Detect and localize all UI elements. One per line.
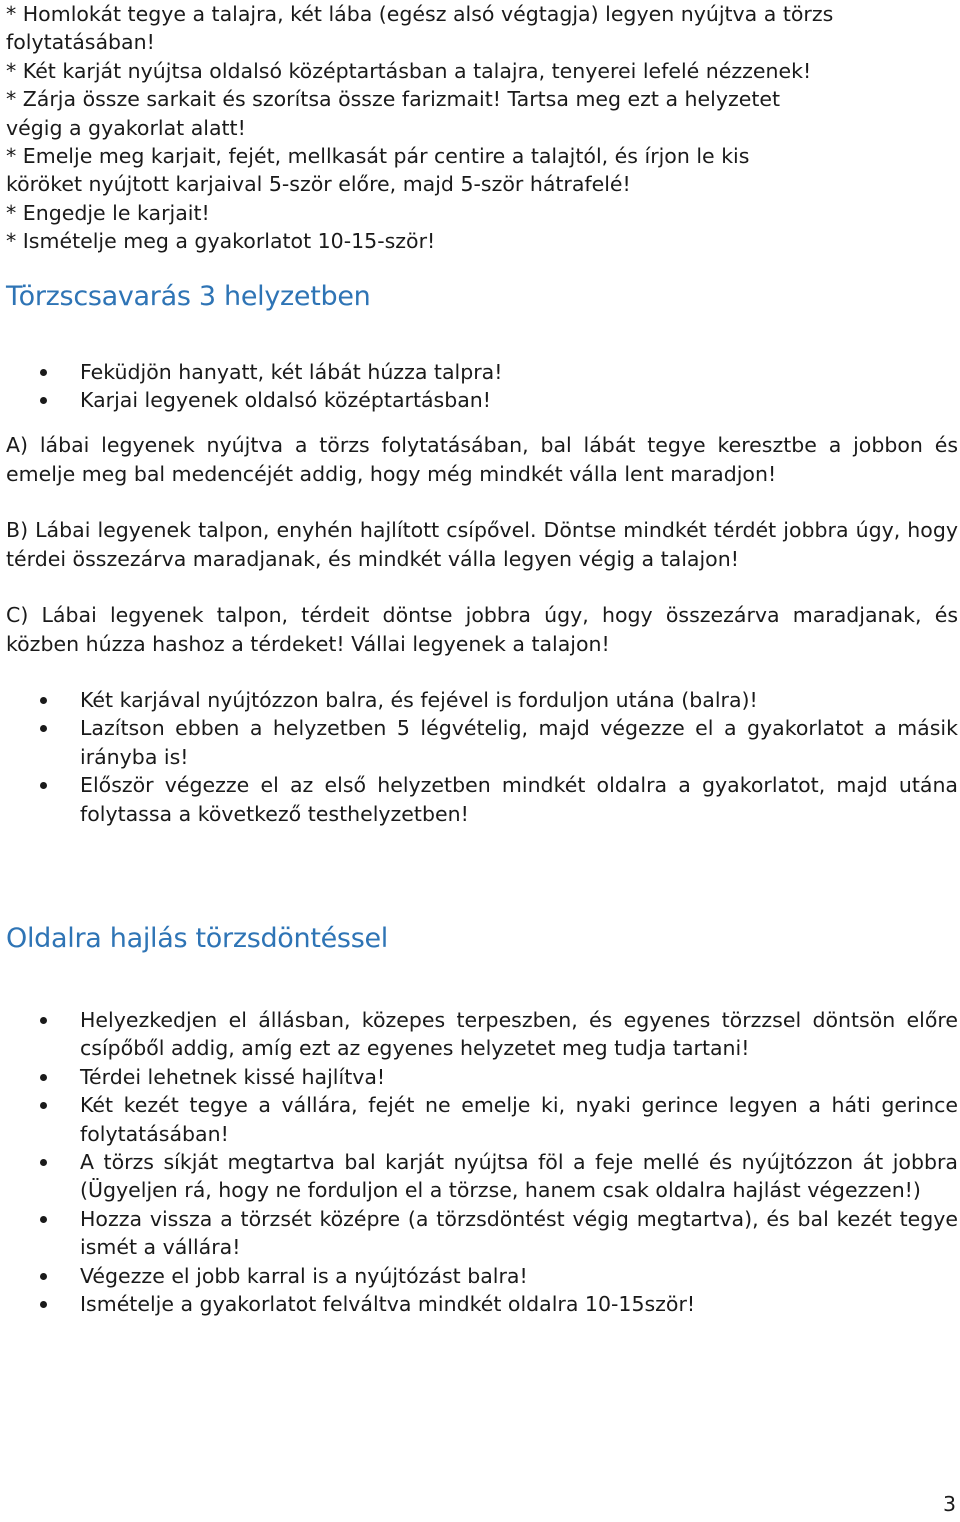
intro-line: * Emelje meg karjait, fejét, mellkasát pár centire a talajtól, és írjon le kis (6, 144, 750, 169)
bullet-icon (40, 1301, 47, 1308)
bullet-list (6, 358, 958, 415)
list-item: Lazítson ebben a helyzetben 5 légvételig, majd végezze el a gyakorlatot a másik irányba is! (6, 714, 958, 771)
list-item: Karjai legyenek oldalsó középtartásban! (6, 386, 958, 414)
intro-line: * Engedje le karjait! (6, 200, 210, 225)
bullet-icon (40, 1159, 47, 1166)
intro-line: folytatásában! (6, 30, 155, 55)
section-heading-torzscsavaras: Törzscsavarás 3 helyzetben (6, 280, 371, 312)
bullet-icon (40, 782, 47, 789)
document-page (6, 0, 958, 1318)
bullet-icon (40, 1273, 47, 1280)
list-item: Helyezkedjen el állásban, közepes terpeszben, és egyenes törzzsel döntsön előre csípőből addig, amíg ezt az egyenes helyzetet meg tudja tartani! (6, 1006, 958, 1063)
bullet-icon (40, 1017, 47, 1024)
list-item: Ismételje a gyakorlatot felváltva mindkét oldalra 10-15ször! (6, 1290, 958, 1318)
paragraph-a: A) lábai legyenek nyújtva a törzs folytatásában, bal lábát tegye keresztbe a jobbon és emelje meg bal medencéjét addig, hogy még mindkét válla lent maradjon! (6, 433, 958, 486)
list-item: Feküdjön hanyatt, két lábát húzza talpra! (6, 358, 958, 386)
paragraph-b: B) Lábai legyenek talpon, enyhén hajlított csípővel. Döntse mindkét térdét jobbra úgy, hogy térdei összezárva maradjanak, és mindkét válla legyen végig a talajon! (6, 518, 958, 571)
bullet-list (6, 686, 958, 828)
bullet-icon (40, 1216, 47, 1223)
intro-line: végig a gyakorlat alatt! (6, 115, 246, 140)
bullet-icon (40, 725, 47, 732)
paragraph-c: C) Lábai legyenek talpon, térdeit döntse jobbra úgy, hogy összezárva maradjanak, és közben húzza hashoz a térdeket! Vállai legyenek a talajon! (6, 603, 958, 656)
list-item: Hozza vissza a törzsét középre (a törzsdöntést végig megtartva), és bal kezét tegye ismét a vállára! (6, 1205, 958, 1262)
intro-line: * Két karját nyújtsa oldalsó középtartásban a talajra, tenyerei lefelé nézzenek! (6, 58, 812, 83)
section-heading-oldalra-hajlas: Oldalra hajlás törzsdöntéssel (6, 922, 388, 954)
intro-line: * Ismételje meg a gyakorlatot 10-15-ször! (6, 229, 436, 254)
list-item: Két karjával nyújtózzon balra, és fejével is forduljon utána (balra)! (6, 686, 958, 714)
bullet-icon (40, 1102, 47, 1109)
bullet-list (6, 1006, 958, 1318)
intro-line: * Homlokát tegye a talajra, két lába (egész alsó végtagja) legyen nyújtva a törzs (6, 2, 834, 26)
page-number: 3 (942, 1492, 956, 1516)
list-item: Két kezét tegye a vállára, fejét ne emelje ki, nyaki gerince legyen a háti gerince folytatásában! (6, 1091, 958, 1148)
intro-instructions (6, 0, 958, 256)
list-item: Térdei lehetnek kissé hajlítva! (6, 1063, 958, 1091)
intro-line: köröket nyújtott karjaival 5-ször előre, majd 5-ször hátrafelé! (6, 172, 631, 197)
bullet-icon (40, 397, 47, 404)
intro-line: * Zárja össze sarkait és szorítsa össze farizmait! Tartsa meg ezt a helyzetet (6, 87, 781, 112)
bullet-icon (40, 369, 47, 376)
list-item: Először végezze el az első helyzetben mindkét oldalra a gyakorlatot, majd utána folytassa a következő testhelyzetben! (6, 771, 958, 828)
bullet-icon (40, 1074, 47, 1081)
bullet-icon (40, 697, 47, 704)
list-item: Végezze el jobb karral is a nyújtózást balra! (6, 1262, 958, 1290)
list-item: A törzs síkját megtartva bal karját nyújtsa föl a feje mellé és nyújtózzon át jobbra (Ügyeljen rá, hogy ne forduljon el a törzse, hanem csak oldalra hajlást végezzen!) (6, 1148, 958, 1205)
